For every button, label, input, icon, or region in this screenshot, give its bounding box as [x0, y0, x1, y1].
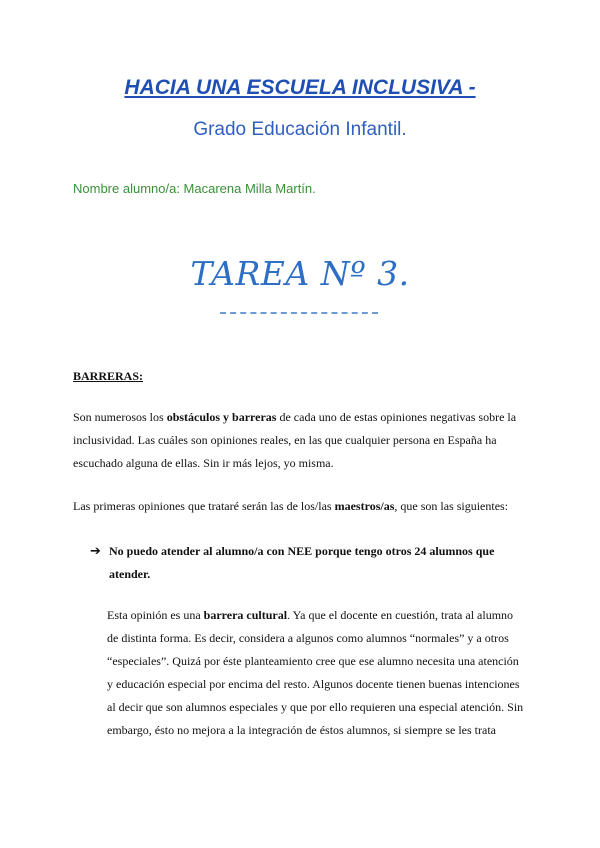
paragraph-emphasis: maestros/as [334, 499, 395, 513]
document-title: HACIA UNA ESCUELA INCLUSIVA - [124, 76, 476, 99]
arrow-right-icon: ➔ [90, 544, 101, 559]
paragraph-text: . Ya que el docente en cuestión, trata al alumno de distinta forma. Es decir, considera a algunos como alumnos “normales” y a otros “especiales”. Quizá por éste planteamiento cree que ese alumno necesita una atención y educación especial por encima del resto. Algunos docente tienen buenas intenciones al decir que son alumnos especiales y que por ello requieren una especial atención. Sin embargo, ésto no mejora a la integración de éstos alumnos, si siempre se les trata [107, 608, 524, 737]
paragraph-text: de cada uno de estas opiniones negativas sobre la inclusividad. Las cuáles son opiniones reales, en las que cualquier persona en España ha escuchado alguna de ellas. Sin ir más lejos, yo misma. [73, 410, 517, 470]
document-subtitle: Grado Educación Infantil. [193, 119, 407, 140]
paragraph-text: , que son las siguientes: [394, 499, 509, 513]
task-title-divider [220, 312, 378, 314]
paragraph-teachers [73, 495, 533, 518]
task-title: TAREA Nº 3. [190, 254, 410, 293]
paragraph-text: Las primeras opiniones que trataré serán las de los/las [73, 499, 335, 513]
section-heading: BARRERAS: [73, 369, 144, 383]
student-name: Nombre alumno/a: Macarena Milla Martín. [73, 181, 316, 196]
paragraph-emphasis: barrera cultural [203, 608, 288, 622]
paragraph-emphasis: obstáculos y barreras [166, 410, 277, 424]
paragraph-text: Esta opinión es una [107, 608, 204, 622]
bullet-text: No puedo atender al alumno/a con NEE porque tengo otros 24 alumnos que atender. [109, 544, 495, 581]
paragraph-text: Son numerosos los [73, 410, 167, 424]
paragraph-cultural-barrier [107, 604, 527, 742]
paragraph-obstacles [73, 406, 533, 475]
